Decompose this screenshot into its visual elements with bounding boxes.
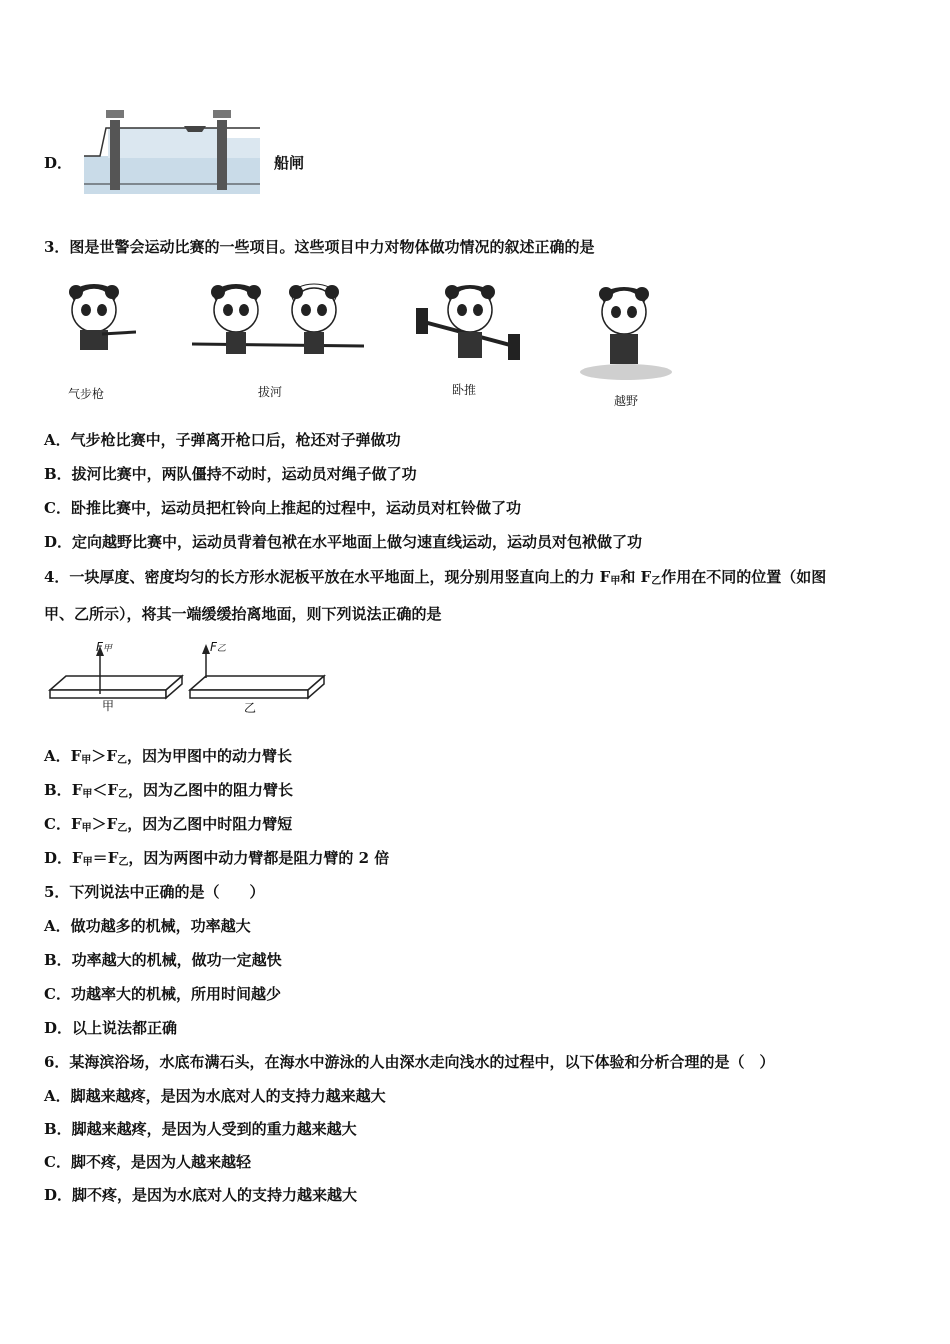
q5-stem: 5．下列说法中正确的是（ ）: [44, 883, 265, 901]
caption-air-rifle: 气步枪: [68, 387, 105, 401]
q6-option-b: B．脚越来越疼，是因为人受到的重力越来越大: [44, 1120, 357, 1138]
fig-f-yi-label: F乙: [210, 640, 226, 654]
ship-lock-figure: [84, 108, 260, 194]
q3-option-d: D．定向越野比赛中，运动员背着包袱在水平地面上做匀速直线运动，运动员对包袱做了功: [44, 533, 643, 551]
q5-option-a: A．做功越多的机械，功率越大: [44, 917, 251, 935]
caption-tug-of-war: 拔河: [258, 385, 283, 399]
q3-option-c: C．卧推比赛中，运动员把杠铃向上推起的过程中，运动员对杠铃做了功: [44, 499, 521, 517]
q4-option-d: D．$F_甲=F_乙$，因为两图中动力臂都是阻力臂的 2 倍: [44, 849, 390, 868]
caption-cross-country: 越野: [614, 394, 639, 408]
q4-option-b: B．$F_甲<F_乙$，因为乙图中的阻力臂长: [44, 781, 294, 800]
q3-stem: 3．图是世警会运动比赛的一些项目。这些项目中力对物体做功情况的叙述正确的是: [44, 238, 595, 256]
cross-country-panda-figure: [578, 276, 676, 380]
caption-bench-press: 卧推: [452, 383, 477, 397]
q6-option-d: D．脚不疼，是因为水底对人的支持力越来越大: [44, 1186, 358, 1204]
q3-option-b: B．拔河比赛中，两队僵持不动时，运动员对绳子做了功: [44, 465, 417, 483]
air-rifle-panda-figure: [58, 272, 136, 352]
q4-stem-line2: 甲、乙所示），将其一端缓缓抬离地面，则下列说法正确的是: [44, 605, 442, 623]
q4-stem-line1: 4．一块厚度、密度均匀的长方形水泥板平放在水平地面上，现分别用竖直向上的力 $F_甲$和 $F_乙$作用在不同的位置（如图: [44, 568, 827, 587]
q5-option-b: B．功率越大的机械，做功一定越快: [44, 951, 282, 969]
q6-stem: 6．某海滨浴场，水底布满石头，在海水中游泳的人由深水走向浅水的过程中，以下体验和分析合理的是（ ）: [44, 1053, 775, 1071]
slab-figure: [46, 636, 336, 716]
fig-label-jia: 甲: [102, 699, 115, 713]
q6-option-c: C．脚不疼，是因为人越来越轻: [44, 1153, 251, 1171]
q2-option-d-text: 船闸: [274, 154, 305, 172]
q5-option-c: C．功越率大的机械，所用时间越少: [44, 985, 281, 1003]
tug-of-war-panda-figure: [192, 272, 364, 356]
q3-option-a: A．气步枪比赛中，子弹离开枪口后，枪还对子弹做功: [44, 431, 401, 449]
q6-option-a: A．脚越来越疼，是因为水底对人的支持力越来越大: [44, 1087, 386, 1105]
fig-f-jia-label: F甲: [96, 640, 112, 654]
q4-option-a: A．$F_甲>F_乙$，因为甲图中的动力臂长: [44, 747, 292, 766]
q2-option-d-label: D．: [44, 154, 73, 172]
bench-press-panda-figure: [414, 280, 522, 362]
fig-label-yi: 乙: [244, 701, 257, 715]
q5-option-d: D．以上说法都正确: [44, 1019, 178, 1037]
q4-option-c: C．$F_甲>F_乙$，因为乙图中时阻力臂短: [44, 815, 293, 834]
